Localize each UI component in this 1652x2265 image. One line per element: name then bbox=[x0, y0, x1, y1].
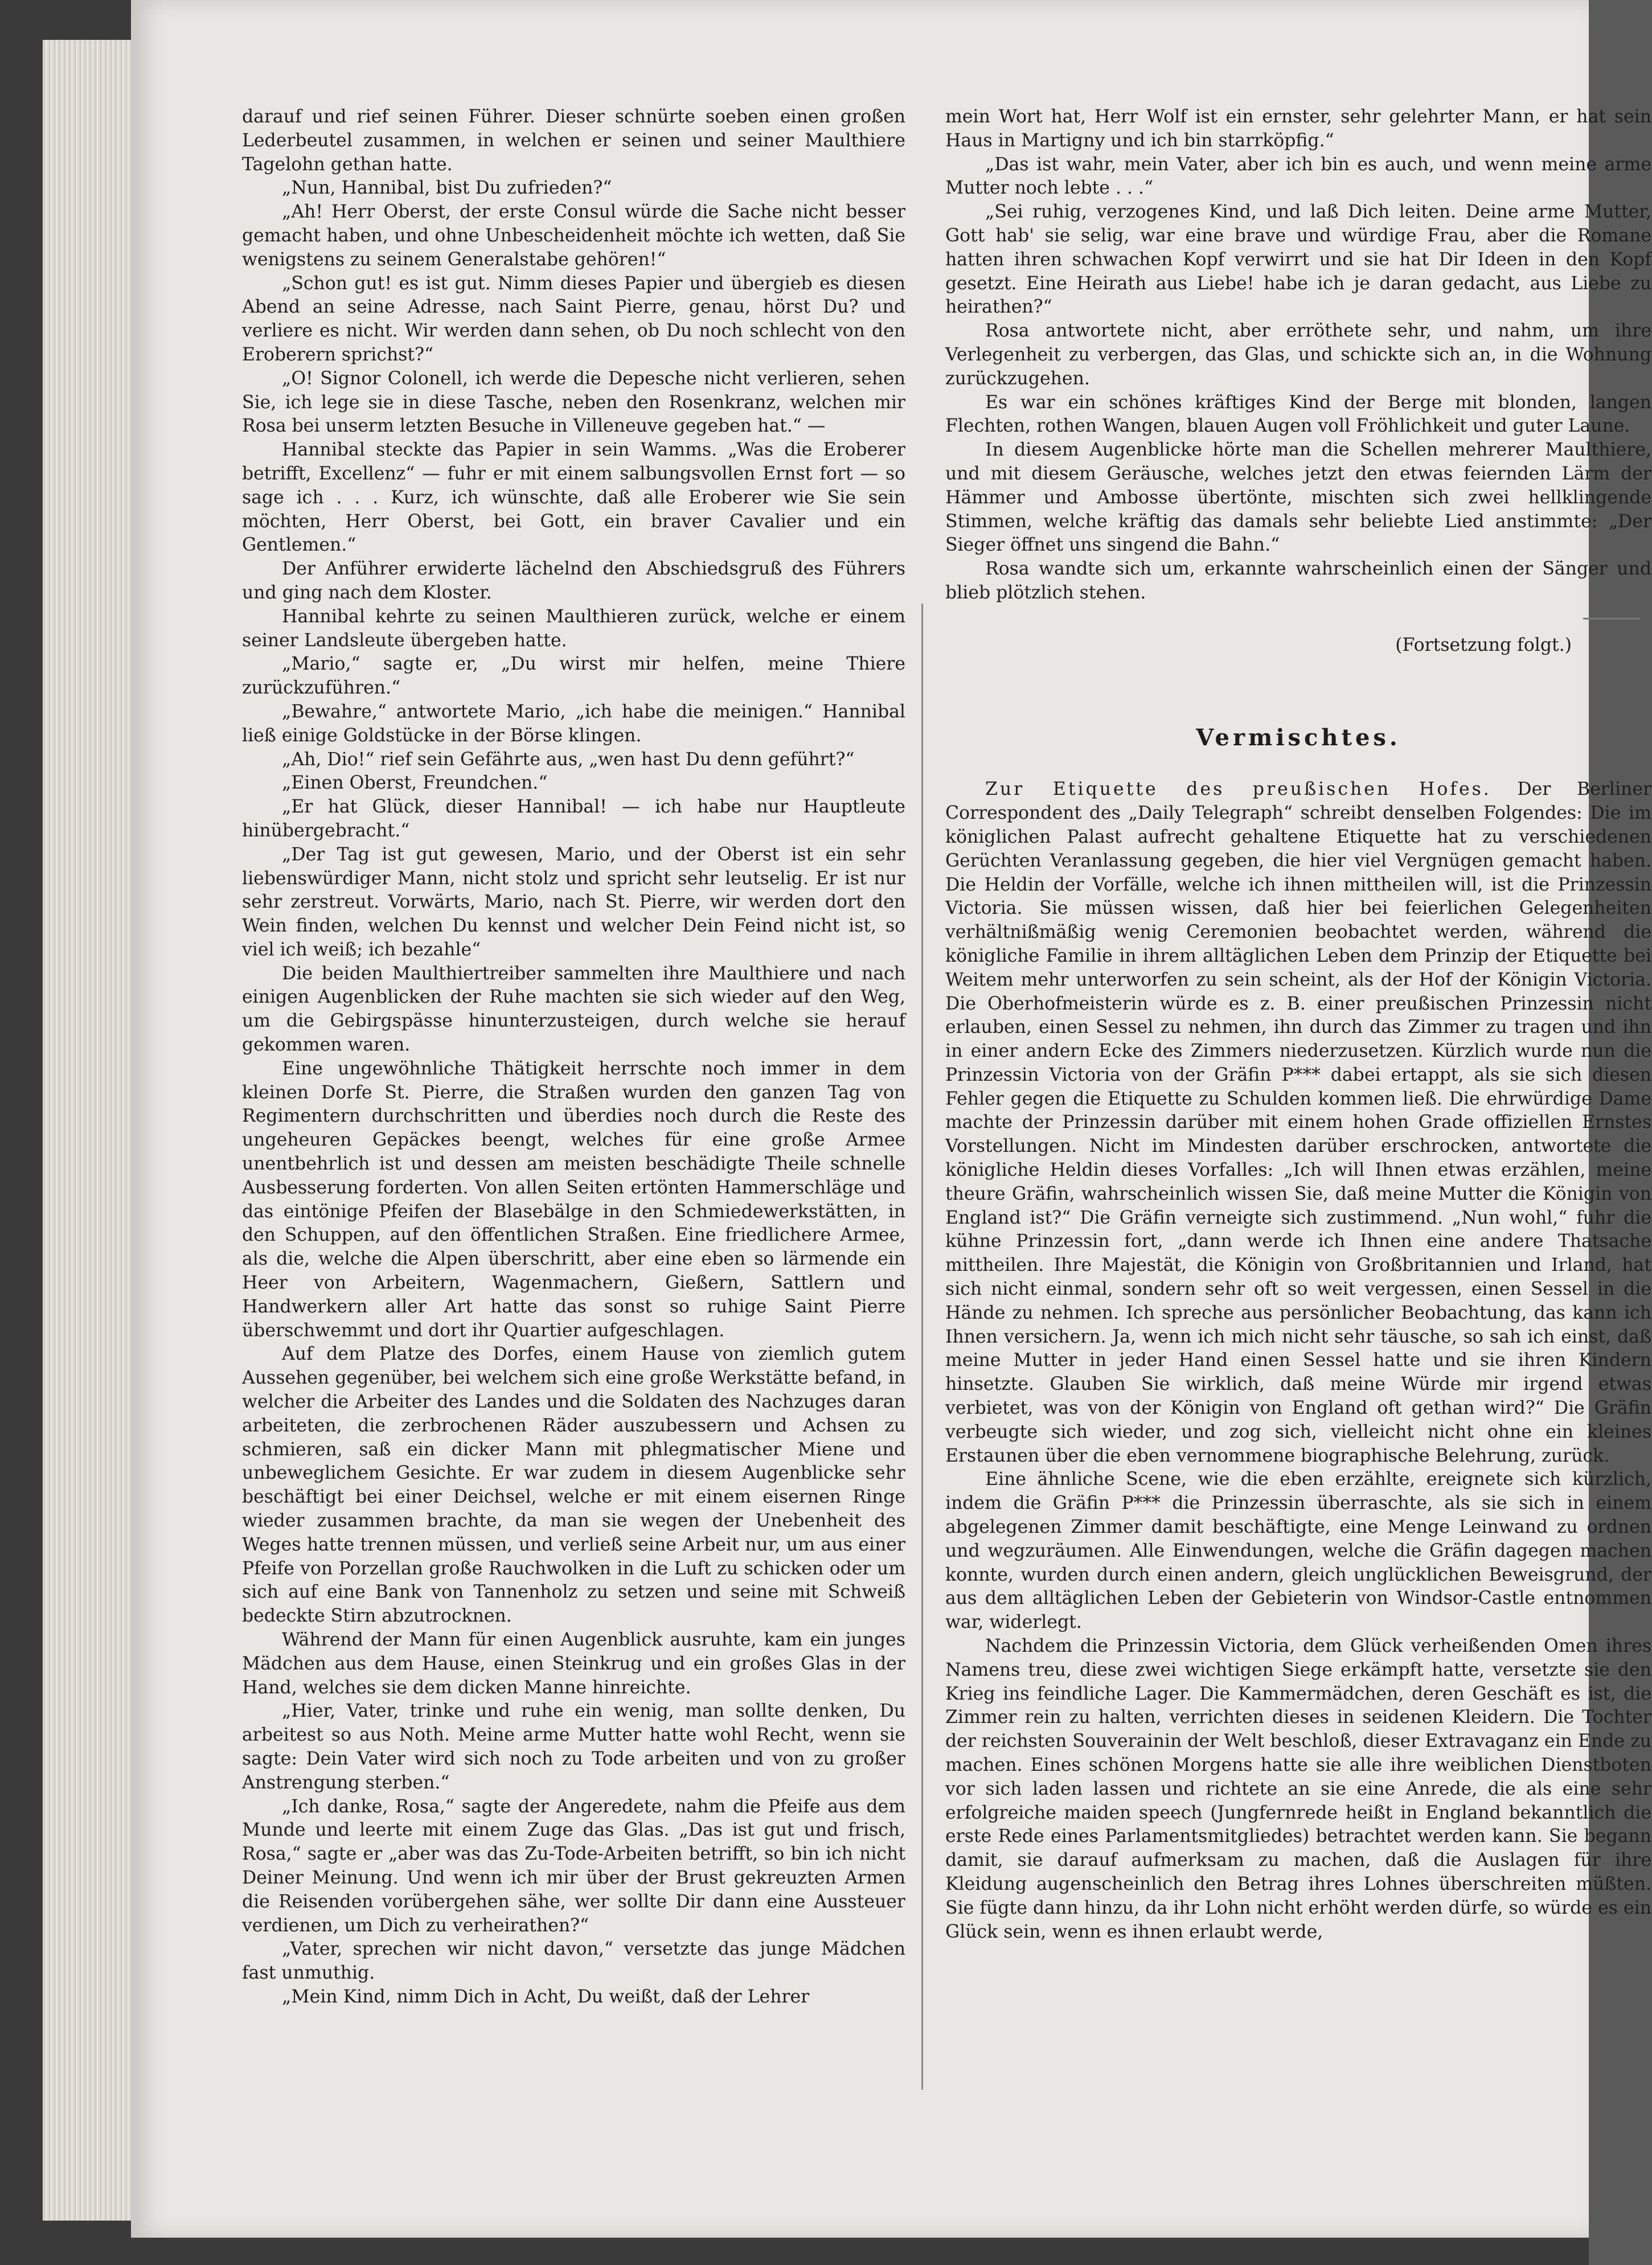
paragraph: „Das ist wahr, mein Vater, aber ich bin es auch, und wenn meine arme Mutter noch lebte . . .“ bbox=[945, 154, 1651, 199]
paragraph: „Einen Oberst, Freundchen.“ bbox=[282, 773, 548, 794]
paragraph: „Ah, Dio!“ rief sein Gefährte aus, „wen hast Du denn geführt?“ bbox=[282, 749, 855, 770]
paragraph: Hannibal kehrte zu seinen Maulthieren zurück, welche er einem seiner Landsleute übergeben hatte. bbox=[242, 606, 905, 651]
news-item-body: Der Berliner Correspondent des „Daily Telegraph“ schreibt denselben Folgendes: Die im königlichen Palast aufrecht gehaltene Etiquette hat zu verschiedenen Gerüchten Veranlassung gegeben, die hier viel Vergnügen gemacht haben. Die Heldin der Vorfälle, welche ich ihnen mittheilen will, ist die Prinzessin Victoria. Sie müssen wissen, daß hier bei feierlichen Gelegenheiten verhältnißmäßig wenig Ceremonien beobachtet werden, während die königliche Familie in ihrem alltäglichen Leben dem Prinzip der Etiquette bei Weitem mehr unterworfen zu sein scheint, als der Hof der Königin Victoria. Die Oberhofmeisterin würde es z. B. einer preußischen Prinzessin nicht erlauben, einen Sessel zu nehmen, ihn durch das Zimmer zu tragen und ihn in einer andern Ecke des Zimmers niederzusetzen. Kürzlich wurde nun die Prinzessin Victoria von der Gräfin P*** dabei ertappt, als sie sich diesen Fehler gegen die Etiquette zu Schulden kommen ließ. Die ehrwürdige Dame machte der Prinzessin darüber mit einem hohen Grade offiziellen Ernstes Vorstellungen. Nicht im Mindesten darüber erschrocken, antwortete die königliche Heldin dieses Vorfalles: „Ich will Ihnen etwas erzählen, meine theure Gräfin, wahrscheinlich wissen Sie, daß meine Mutter die Königin von England ist?“ Die Gräfin verneigte sich zustimmend. „Nun wohl,“ fuhr die kühne Prinzessin fort, „dann werde ich Ihnen eine andere Thatsache mittheilen. Ihre Majestät, die Königin von Großbritannien und Irland, hat sich nicht einmal, sondern sehr oft so weit vergessen, einen Sessel in die Hände zu nehmen. Ich spreche aus persönlicher Beobachtung, das kann ich Ihnen versichern. Ja, wenn ich mich nicht sehr täusche, so sah ich einst, daß meine Mutter in jeder Hand einen Sessel hatte und sie ihren Kindern hinsetzte. Glauben Sie wirklich, daß meine Würde mir irgend etwas verbietet, was von der Königin von England oft gethan wird?“ Die Gräfin verbeugte sich wieder, und zog sich, vielleicht nicht ohne ein kleines Erstaunen über die eben vernommene biographische Belehrung, zurück. bbox=[945, 779, 1652, 1466]
paragraph: Die beiden Maulthiertreiber sammelten ihre Maulthiere und nach einigen Augenblicken der Ruhe machten sie sich wieder auf den Weg, um die Gebirgspässe hinunterzusteigen, durch welche sie herauf gekommen waren. bbox=[242, 963, 905, 1056]
paragraph: Es war ein schönes kräftiges Kind der Berge mit blonden, langen Flechten, rothen Wangen, blauen Augen voll Fröhlichkeit und guter Laune. bbox=[945, 392, 1651, 437]
paragraph: Nachdem die Prinzessin Victoria, dem Glück verheißenden Omen ihres Namens treu, diese zwei wichtigen Siege erkämpft hatte, versetzte sie den Krieg ins feindliche Lager. Die Kammermädchen, deren Geschäft es ist, die Zimmer rein zu halten, verrichten dieses in seidenen Kleidern. Die Tochter der reichsten Souverainin der Welt beschloß, dieser Extravaganz ein Ende zu machen. Eines schönen Morgens hatte sie alle ihre weiblichen Dienstboten vor sich laden lassen und richtete an sie eine Anrede, die als eine sehr erfolgreiche maiden speech (Jungfernrede heißt in England bekanntlich die erste Rede eines Parlamentsmitgliedes) betrachtet werden kann. Sie begann damit, sie darauf aufmerksam zu machen, daß die Auslagen für ihre Kleidung augenscheinlich den Betrag ihres Lohnes überschreiten müßten. Sie fügte dann hinzu, da ihr Lohn nicht erhöht werden dürfe, so würde es ein Glück sein, wenn es ihnen erlaubt werde, bbox=[945, 1636, 1651, 1942]
news-item bbox=[945, 778, 1651, 1468]
paragraph: Hannibal steckte das Papier in sein Wamms. „Was die Eroberer betrifft, Excellenz“ — fuhr er mit einem salbungsvollen Ernst fort — so sage ich . . . Kurz, ich wünschte, daß alle Eroberer wie Sie sein möchten, Herr Oberst, bei Gott, ein braver Cavalier und ein Gentlemen.“ bbox=[242, 440, 905, 556]
right-column bbox=[945, 105, 1651, 1944]
paragraph: Während der Mann für einen Augenblick ausruhte, kam ein junges Mädchen aus dem Hause, einen Steinkrug und ein großes Glas in der Hand, welches sie dem dicken Manne hinreichte. bbox=[242, 1630, 905, 1698]
paragraph: Eine ungewöhnliche Thätigkeit herrschte noch immer in dem kleinen Dorfe St. Pierre, die Straßen wurden den ganzen Tag von Regimentern durchschritten und überdies noch durch die Reste des ungeheuren Gepäckes beengt, welches für eine große Armee unentbehrlich ist und dessen am meisten beschädigte Theile schnelle Ausbesserung forderten. Von allen Seiten ertönten Hammerschläge und das eintönige Pfeifen der Blasebälge in den Schmiedewerkstätten, in den Schuppen, auf den öffentlichen Straßen. Eine friedlichere Armee, als die, welche die Alpen überschritt, aber eine eben so lärmende ein Heer von Arbeitern, Wagenmachern, Gießern, Sattlern und Handwerkern aller Art hatte das sonst so ruhige Saint Pierre überschwemmt und dort ihr Quartier aufgeschlagen. bbox=[242, 1058, 905, 1341]
column-divider bbox=[921, 604, 923, 2090]
paragraph: „Ah! Herr Oberst, der erste Consul würde die Sache nicht besser gemacht haben, und ohne Unbescheidenheit möchte ich wetten, daß Sie wenigstens zu seinem Generalstabe gehören!“ bbox=[242, 202, 905, 270]
paragraph: „Bewahre,“ antwortete Mario, „ich habe die meinigen.“ Hannibal ließ einige Goldstücke in der Börse klingen. bbox=[242, 701, 905, 746]
paragraph: „Sei ruhig, verzogenes Kind, und laß Dich leiten. Deine arme Mutter, Gott hab' sie selig, war eine brave und würdige Frau, aber die Romane hatten ihren schwachen Kopf verwirrt und sie hat Dir Ideen in den Kopf gesetzt. Eine Heirath aus Liebe! habe ich je daran gedacht, aus Liebe zu heirathen?“ bbox=[945, 202, 1651, 318]
paragraph: „Er hat Glück, dieser Hannibal! — ich habe nur Hauptleute hinübergebracht.“ bbox=[242, 797, 905, 841]
paragraph: Der Anführer erwiderte lächelnd den Abschiedsgruß des Führers und ging nach dem Kloster. bbox=[242, 559, 905, 603]
paragraph: „Nun, Hannibal, bist Du zufrieden?“ bbox=[282, 178, 612, 199]
book-page-edges bbox=[43, 40, 142, 2221]
section-heading: Vermischtes. bbox=[1196, 724, 1401, 751]
paragraph: „Der Tag ist gut gewesen, Mario, und der Oberst ist ein sehr liebenswürdiger Mann, nicht stolz und spricht sehr leutselig. Er ist nur sehr zerstreut. Vorwärts, Mario, nach St. Pierre, wir werden dort den Wein finden, welchen Du kennst und welcher Dein Feind nicht ist, so viel ich weiß; ich bezahle“ bbox=[242, 844, 905, 960]
paragraph: „Mein Kind, nimm Dich in Acht, Du weißt, daß der Lehrer bbox=[282, 1986, 810, 2007]
paragraph: darauf und rief seinen Führer. Dieser schnürte soeben einen großen Lederbeutel zusammen, in welchen er seinen und seiner Maulthiere Tagelohn gethan hatte. bbox=[242, 106, 905, 175]
paragraph: „O! Signor Colonell, ich werde die Depesche nicht verlieren, sehen Sie, ich lege sie in diese Tasche, neben den Rosenkranz, welchen mir Rosa bei unserm letzten Besuche in Villeneuve gegeben hat.“ — bbox=[242, 368, 905, 437]
paragraph: „Schon gut! es ist gut. Nimm dieses Papier und übergieb es diesen Abend an seine Adresse, nach Saint Pierre, genau, hörst Du? und verliere es nicht. Wir werden dann sehen, ob Du noch schlecht von den Eroberern sprichst?“ bbox=[242, 273, 905, 365]
news-item-title: Zur Etiquette des preußischen Hofes. bbox=[985, 779, 1491, 800]
paragraph: „Vater, sprechen wir nicht davon,“ versetzte das junge Mädchen fast unmuthig. bbox=[242, 1939, 905, 1984]
left-column bbox=[242, 105, 905, 2009]
to-be-continued-note: (Fortsetzung folgt.) bbox=[1395, 634, 1572, 655]
paragraph: „Mario,“ sagte er, „Du wirst mir helfen, meine Thiere zurückzuführen.“ bbox=[242, 654, 905, 699]
paragraph: „Hier, Vater, trinke und ruhe ein wenig, man sollte denken, Du arbeitest so aus Noth. Meine arme Mutter hatte wohl Recht, wenn sie sagte: Dein Vater wird sich noch zu Tode arbeiten und von zu großer Anstrengung sterben.“ bbox=[242, 1701, 905, 1793]
paragraph: Rosa wandte sich um, erkannte wahrscheinlich einen der Sänger und blieb plötzlich stehen. bbox=[945, 559, 1651, 603]
paragraph: Auf dem Platze des Dorfes, einem Hause von ziemlich gutem Aussehen gegenüber, bei welchem sich eine große Werkstätte befand, in welcher die Arbeiter des Landes und die Soldaten des Nachzuges daran arbeiteten, die zerbrochenen Räder auszubessern und Achsen zu schmieren, saß ein dicker Mann mit phlegmatischer Miene und unbeweglichem Gesichte. Er war zudem in diesem Augenblicke sehr beschäftigt bei einer Deichsel, welche er mit einem eisernen Ringe wieder zusammen brachte, da man sie wegen der Unebenheit des Weges hatte trennen müssen, und verließ seine Arbeit nur, um aus einer Pfeife von Porzellan große Rauchwolken in die Luft zu schicken oder um sich auf eine Bank von Tannenholz zu setzen und seine mit Schweiß bedeckte Stirn abzutrocknen. bbox=[242, 1344, 905, 1627]
paragraph: In diesem Augenblicke hörte man die Schellen mehrerer Maulthiere, und mit diesem Geräusche, welches jetzt den etwas feiernden Lärm der Hämmer und Ambosse übertönte, mischten sich zwei hellklingende Stimmen, welche kräftig das damals sehr beliebte Lied anstimmte: „Der Sieger öffnet uns singend die Bahn.“ bbox=[945, 440, 1651, 556]
paragraph: „Ich danke, Rosa,“ sagte der Angeredete, nahm die Pfeife aus dem Munde und leerte mit einem Zuge das Glas. „Das ist gut und frisch, Rosa,“ sagte er „aber was das Zu-Tode-Arbeiten betrifft, so bin ich nicht Deiner Meinung. Und wenn ich mir über der Brust gekreuzten Armen die Reisenden vorübergehen sähe, wer sollte Dir dann eine Aussteuer verdienen, um Dich zu verheirathen?“ bbox=[242, 1796, 905, 1936]
paragraph: Eine ähnliche Scene, wie die eben erzählte, ereignete sich kürzlich, indem die Gräfin P*** die Prinzessin überraschte, als sie sich in einem abgelegenen Zimmer damit beschäftigte, eine Menge Leinwand zu ordnen und wegzuräumen. Alle Einwendungen, welche die Gräfin dagegen machen konnte, wurden durch einen andern, gleich unglücklichen Beweisgrund, der aus dem alltäglichen Leben der Gebieterin von Windsor-Castle entnommen war, widerlegt. bbox=[945, 1469, 1651, 1633]
paragraph: Rosa antwortete nicht, aber erröthete sehr, und nahm, um ihre Verlegenheit zu verbergen, das Glas, und schickte sich an, in die Wohnung zurückzugehen. bbox=[945, 321, 1651, 389]
paragraph: mein Wort hat, Herr Wolf ist ein ernster, sehr gelehrter Mann, er hat sein Haus in Martigny und ich bin starrköpfig.“ bbox=[945, 106, 1651, 151]
